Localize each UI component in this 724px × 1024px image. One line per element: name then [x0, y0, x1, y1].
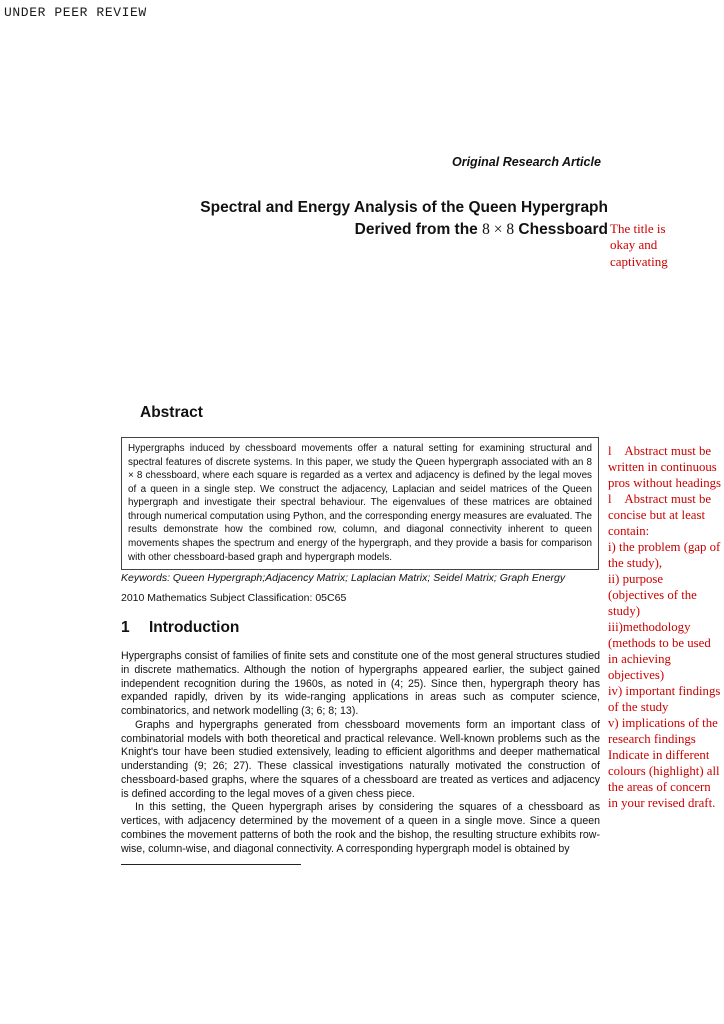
intro-paragraph: Graphs and hypergraphs generated from chessboard movements form an important class of combinatorial models with both theoretical and practical relevance. Well-known problems such as the Knight's tour have been studied extensively, leading to efficient algorithms and deeper mathematical understanding (9; 26; 27). These classical investigations naturally motivated the construction of chessboard-based graphs, where the squares of a chessboard are treated as vertices and adjacency is defined according to the legal moves of a given chess piece.: [121, 718, 600, 800]
introduction-body: [121, 650, 600, 856]
reviewer-note-item: i) the problem (gap of the study),: [608, 539, 721, 570]
reviewer-note-item: Indicate in different colours (highlight) all the areas of concern in your revised draft.: [608, 747, 720, 810]
reviewer-note-item: iii)methodology (methods to be used in achieving objectives): [608, 619, 711, 682]
abstract-heading: Abstract: [140, 404, 203, 421]
reviewer-note-item: iv) important findings of the study: [608, 683, 721, 714]
abstract-text: Hypergraphs induced by chessboard movements offer a natural setting for examining structural and spectral features of discrete systems. In this paper, we study the Queen hypergraph associated with an 8 × 8 chessboard, where each square is regarded as a vertex and adjacency is defined by the legal moves of a queen in a single step. We construct the adjacency, Laplacian and seidel matrices of the Queen hypergraph and investigate their spectral behaviour. The eigenvalues of these matrices are obtained through numerical computation using Python, and the corresponding energy measures are evaluated. The results demonstrate how the combined row, column, and diagonal connectivity inherent to queen movements shapes the spectrum and energy of the hypergraph, and they provide a basis for comparison with other chessboard-based graph and hypergraph models.: [128, 443, 592, 563]
intro-paragraph: Hypergraphs consist of families of finite sets and constitute one of the most general structures studied in discrete mathematics. Although the notion of hypergraphs appeared earlier, the subject gained independent recognition during the 1960s, as noted in (4; 25). Since then, hypergraph theory has expanded rapidly, driven by its wide-ranging applications in areas such as computer science, combinatorics, and network modelling (3; 6; 8; 13).: [121, 650, 600, 718]
abstract-box: [121, 437, 599, 570]
reviewer-note-title: The title is okay and captivating: [610, 221, 668, 269]
reviewer-note-item: v) implications of the research findings: [608, 715, 718, 746]
reviewer-note-item: l Abstract must be written in continuous pros without headings: [608, 444, 722, 490]
section-title: Introduction: [149, 619, 240, 636]
reviewer-note-item: l Abstract must be concise but at least contain:: [608, 491, 712, 538]
paper-title-line2-pre: Derived from the: [354, 221, 483, 238]
footnote-rule: [121, 864, 301, 865]
paper-title-line2-post: Chessboard: [514, 221, 608, 238]
paper-title-math: 8 × 8: [482, 221, 515, 238]
article-type-label: Original Research Article: [452, 155, 601, 169]
section-number: 1: [121, 619, 130, 636]
reviewer-notes-abstract: [608, 444, 722, 812]
paper-title: [120, 197, 608, 241]
reviewer-note-item: ii) purpose (objectives of the study): [608, 571, 697, 618]
peer-review-watermark: UNDER PEER REVIEW: [4, 5, 147, 20]
msc-line: 2010 Mathematics Subject Classification: 05C65: [121, 592, 347, 604]
section-heading-introduction: [121, 619, 239, 637]
keywords-line: Keywords: Queen Hypergraph;Adjacency Matrix; Laplacian Matrix; Seidel Matrix; Graph Energy: [121, 572, 566, 584]
intro-paragraph: In this setting, the Queen hypergraph arises by considering the squares of a chessboard as vertices, with adjacency determined by the movement of a queen in a single move. Since a queen combines the movement patterns of both the rook and the bishop, the resulting structure exhibits row-wise, column-wise, and diagonal connectivity. A corresponding hypergraph model is obtained by: [121, 801, 600, 855]
paper-title-line1: Spectral and Energy Analysis of the Queen Hypergraph: [200, 199, 608, 216]
